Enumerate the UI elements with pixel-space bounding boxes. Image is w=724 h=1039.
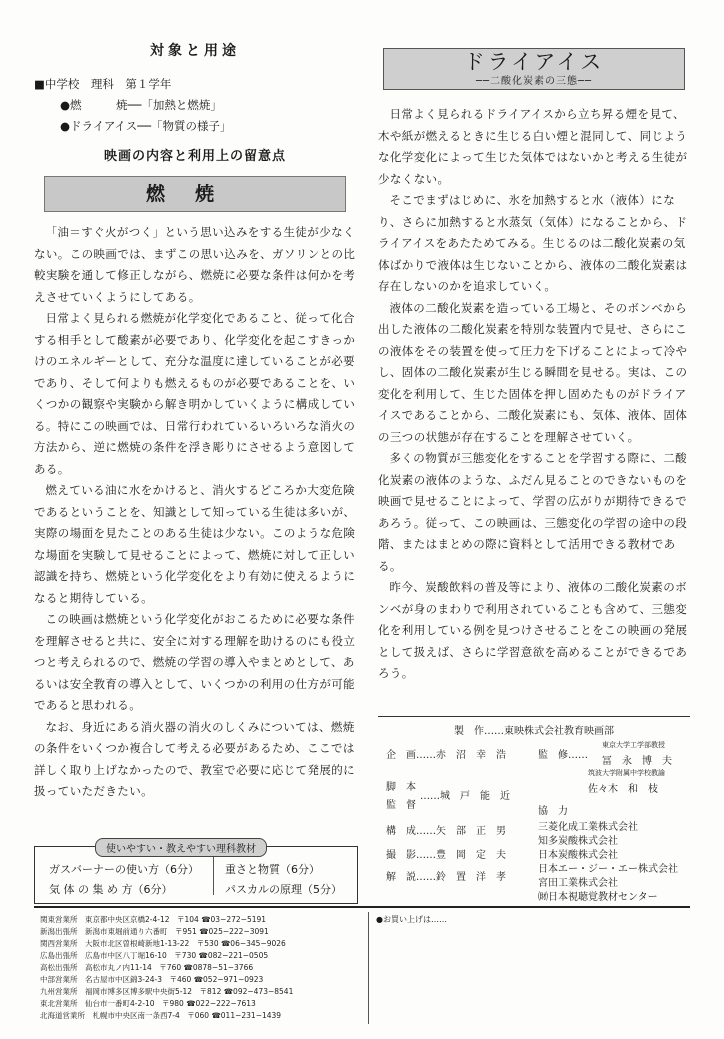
paragraph: なお、身近にある消火器の消火のしくみについては、燃焼の条件をいくつか複合して考える必要があるため、ここでは詳しく取り上げなかったので、教室で必要に応じて発展的に扱っていただきたい。 bbox=[34, 719, 356, 798]
content-title: 映画の内容と利用上の留意点 bbox=[103, 149, 286, 164]
paragraph: 日常よく見られるドライアイスから立ち昇る煙を見て、木や紙が燃えるときに生じる白い煙と混同して、同じような化学変化によって生じた気体ではないかと考える生徒が少なくない。 bbox=[378, 107, 688, 186]
divider bbox=[213, 857, 214, 895]
coop-company: 日本炭酸株式会社 bbox=[538, 850, 618, 861]
credit-script-director-name: ……城 戸 能 近 bbox=[420, 791, 510, 802]
credits-rule bbox=[378, 716, 690, 717]
credit-plan: 企 画……赤 沼 幸 浩 bbox=[386, 750, 506, 761]
credit-narration: 解 説……鈴 置 洋 孝 bbox=[386, 872, 506, 883]
paragraph: この映画は燃焼という化学変化がおこるために必要な条件を理解させると共に、安全に対する理解を助けるのにも役立つと考えられるので、燃焼の学習の導入やまとめとして、あるいは安全教育の導入として、いくつかの利用の仕方が可能であると思われる。 bbox=[34, 612, 356, 712]
coop-company: 日本エー・ジー・エー株式会社 bbox=[538, 864, 678, 875]
material-item: ガスバーナーの使い方（6分） bbox=[49, 863, 199, 876]
supervisor-name: 冨 永 博 夫 bbox=[602, 756, 672, 767]
office-line: 高松出張所 高松市丸ノ内11-14 〒760 ☎0878−51−3766 bbox=[40, 963, 254, 972]
materials-label: 使いやすい・教えやすい理科教材 bbox=[95, 838, 267, 857]
paragraph: 日常よく見られる燃焼が化学変化であること、従って化合する相手として酸素が必要であり、化学変化を起こすきっかけのエネルギーとして、充分な温度に達していることが必要であり、そして何よりも燃えるものが必要であることを、いくつかの観察や実験から解き明かしていくように構成している。特にこの映画では、日常行われているいろいろな消火の方法から、逆に燃焼の条件を浮き彫りにさせるよう意図してある。 bbox=[34, 311, 356, 476]
credit-coop-label: 協 力 bbox=[538, 806, 568, 817]
supervisor-affiliation: 筑波大学附属中学校教諭 bbox=[588, 769, 665, 777]
office-line: 北海道営業所 札幌市中央区南一条西7-4 〒060 ☎011−231−1439 bbox=[40, 1011, 282, 1020]
office-line: 九州営業所 福岡市博多区博多駅中央街5-12 〒812 ☎092−473−8541 bbox=[40, 987, 294, 996]
coop-company: 知多炭酸株式会社 bbox=[538, 836, 618, 847]
office-line: 広島出張所 広島市中区八丁堀16-10 〒730 ☎082−221−0505 bbox=[40, 951, 269, 960]
credit-camera: 撮 影……豊 岡 定 夫 bbox=[386, 850, 506, 861]
coop-company: ㈶日本視聴覚教材センター bbox=[538, 892, 658, 903]
school-line: ■中学校 理科 第１学年 bbox=[34, 77, 172, 91]
title-box bbox=[383, 48, 685, 90]
office-line: 関西営業所 大阪市北区曽根崎新地1-13-22 〒530 ☎06−345−9026 bbox=[40, 939, 286, 948]
coop-company: 三菱化成工業株式会社 bbox=[538, 822, 638, 833]
office-line: 新潟出張所 新潟市東堀前通り六番町 〒951 ☎025−222−3091 bbox=[40, 927, 269, 936]
subject-item: ●燃 焼──「加熱と燃焼」 bbox=[60, 98, 222, 112]
supervisor-name: 佐々木 和 枝 bbox=[588, 784, 658, 795]
section-banner: 燃焼 bbox=[44, 176, 346, 212]
purchase-note: ●お買い上げは…… bbox=[376, 915, 447, 924]
supervisor-affiliation: 東京大学工学部教授 bbox=[602, 741, 665, 749]
subject-block bbox=[34, 74, 356, 137]
material-item: 重さと物質（6分） bbox=[225, 863, 320, 876]
material-item: パスカルの原理（5分） bbox=[225, 883, 342, 896]
credit-producer: 製 作……東映株式会社教育映画部 bbox=[454, 726, 614, 737]
materials-box bbox=[34, 846, 358, 904]
office-line: 東北営業所 仙台市一番町4-2-10 〒980 ☎022−222−7613 bbox=[40, 999, 256, 1008]
paragraph: 燃えている油に水をかけると、消火するどころか大変危険であるということを、知識として知っている生徒は多いが、実際の場面を見たことのある生徒は少ない。このような危険な場面を実験して見せることによって、燃焼に対して正しい認識を持ち、燃焼という化学変化をより有効に使えるようになると期待している。 bbox=[34, 483, 356, 605]
credit-composition: 構 成……矢 部 正 男 bbox=[386, 826, 506, 837]
footer-divider bbox=[368, 912, 369, 1024]
subject-item: ●ドライアイス──「物質の様子」 bbox=[60, 119, 232, 133]
credit-supervise-label: 監 修…… bbox=[538, 750, 588, 761]
coop-company: 宮田工業株式会社 bbox=[538, 878, 618, 889]
left-column bbox=[34, 40, 356, 803]
right-subtitle: ──二酸化炭素の三態── bbox=[475, 76, 593, 87]
paragraph: 多くの物質が三態変化をすることを学習する際に、二酸化炭素の液体のような、ふだん見ることのできないものを映画で見せることによって、学習の広がりが期待できるであろう。従って、この映画は、三態変化の学習の途中の段階、またはまとめの際に資料として活用できる教材である。 bbox=[378, 451, 688, 573]
right-column bbox=[378, 40, 690, 685]
paragraph: 液体の二酸化炭素を造っている工場と、そのボンベから出した液体の二酸化炭素を特別な装置内で見せ、さらにこの液体をその装置を使って圧力を下げることによって冷やし、固体の二酸化炭素が生じる瞬間を見せる。実は、この変化を利用して、生じた固体を押し固めたものがドライアイスであることから、二酸化炭素にも、気体、液体、固体の三つの状態が存在することを理解させていく。 bbox=[378, 300, 688, 444]
footer-rule bbox=[34, 906, 690, 908]
paragraph: 「油＝すぐ火がつく」という思い込みをする生徒が少なくない。この映画では、まずこの思い込みを、ガソリンとの比較実験を通して修正しながら、燃焼に必要な条件は何かを考えさせていくようにしてある。 bbox=[34, 225, 356, 304]
credit-director: 監 督 bbox=[386, 800, 416, 811]
paragraph: そこでまずはじめに、氷を加熱すると水（液体）になり、さらに加熱すると水蒸気（気体）になることから、ドライアイスをあたためてみる。生じるのは二酸化炭素の気体ばかりで液体は生じないことから、液体の二酸化炭素は存在しないのかを追求していく。 bbox=[378, 193, 688, 293]
credit-script: 脚 本 bbox=[386, 782, 416, 793]
office-line: 関東営業所 東京都中央区京橋2-4-12 〒104 ☎03−272−5191 bbox=[40, 915, 267, 924]
target-title: 対象と用途 bbox=[150, 43, 240, 59]
material-item: 気 体 の 集 め 方（6分） bbox=[49, 883, 173, 896]
paragraph: 昨今、炭酸飲料の普及等により、液体の二酸化炭素のボンベが身のまわりで利用されていることも含めて、三態変化を利用している例を見つけさせることをこの映画の発展として扱えば、さらに学習意欲を高めることができるであろう。 bbox=[378, 580, 688, 680]
right-title: ドライアイス bbox=[463, 50, 605, 74]
office-line: 中部営業所 名古屋市中区錦3-24-3 〒460 ☎052−971−0923 bbox=[40, 975, 264, 984]
